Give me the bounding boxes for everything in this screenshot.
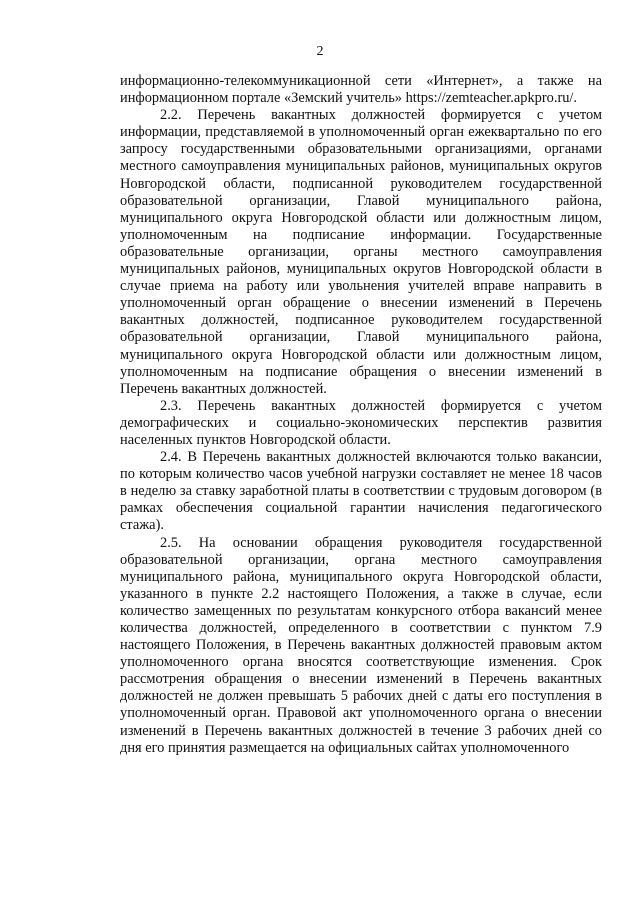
paragraph-continuation: информационно-телекоммуникационной сети «Интернет», а также на информационном портале «Земский учитель» https://zemteacher.apkpro.ru/. [120,73,602,107]
page-number: 2 [316,44,324,59]
document-body [120,73,602,757]
paragraph-2-3: 2.3. Перечень вакантных должностей формируется с учетом демографических и социально-экономических перспектив развития населенных пунктов Новгородской области. [120,397,602,448]
paragraph-2-2: 2.2. Перечень вакантных должностей формируется с учетом информации, представляемой в уполномоченный орган ежеквартально по его запросу государственными образовательными организациями, органами местного самоуправления муниципальных районов, муниципальных округов Новгородской области, подписанной руководителем государственной образовательной организации, Главой муниципального района, муниципального округа Новгородской области или должностным лицом, уполномоченным на подписание информации. Государственные образовательные организации, органы местного самоуправления муниципальных районов, муниципальных округов Новгородской области в случае приема на работу или увольнения учителей вправе направить в уполномоченный орган обращение о внесении изменений в Перечень вакантных должностей, подписанное руководителем государственной образовательной организации, Главой муниципального района, муниципального округа Новгородской области или должностным лицом, уполномоченным на подписание обращения о внесении изменений в Перечень вакантных должностей. [120,107,602,397]
paragraph-2-4: 2.4. В Перечень вакантных должностей включаются только вакансии, по которым количество часов учебной нагрузки составляет не менее 18 часов в неделю за ставку заработной платы в соответствии с трудовым договором (в рамках обеспечения социальной гарантии начисления педагогического стажа). [120,449,602,534]
paragraph-2-5: 2.5. На основании обращения руководителя государственной образовательной организации, органа местного самоуправления муниципального района, муниципального округа Новгородской области, указанного в пункте 2.2 настоящего Положения, а также в случае, если количество замещенных по результатам конкурсного отбора вакансий менее количества должностей, определенного в соответствии с пунктом 7.9 настоящего Положения, в Перечень вакантных должностей правовым актом уполномоченного органа вносятся соответствующие изменения. Срок рассмотрения обращения о внесении изменений в Перечень вакантных должностей не должен превышать 5 рабочих дней с даты его поступления в уполномоченный орган. Правовой акт уполномоченного органа о внесении изменений в Перечень вакантных должностей в течение 3 рабочих дней со дня его принятия размещается на официальных сайтах уполномоченного [120,534,602,756]
